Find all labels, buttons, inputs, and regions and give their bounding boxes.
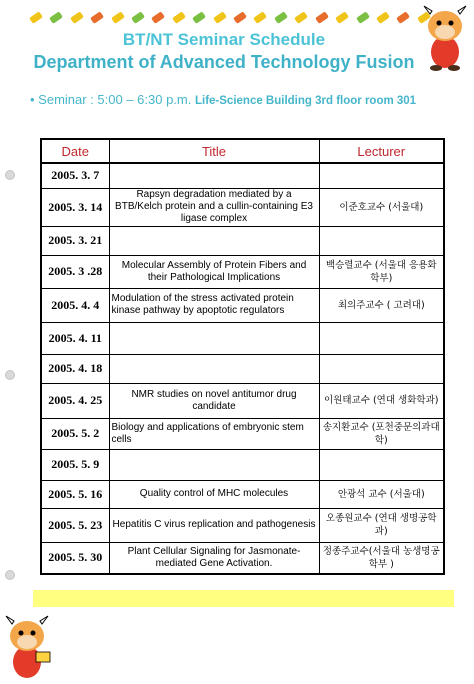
row-title: Molecular Assembly of Protein Fibers and their Pathological Implications [109, 255, 319, 288]
punch-hole [5, 570, 15, 580]
row-lecturer [319, 163, 444, 188]
table-row [41, 163, 444, 188]
row-lecturer [319, 354, 444, 383]
table-row [41, 354, 444, 383]
row-title [109, 354, 319, 383]
table-row [41, 288, 444, 322]
pencil-icon [213, 11, 227, 24]
row-title [109, 226, 319, 255]
table-row [41, 508, 444, 542]
row-date: 2005. 4. 25 [41, 383, 109, 418]
row-date: 2005. 3 .28 [41, 255, 109, 288]
table-row [41, 480, 444, 508]
row-date: 2005. 4. 18 [41, 354, 109, 383]
pencil-icon [70, 11, 84, 24]
pencil-icon [50, 11, 64, 24]
pencil-icon [233, 11, 247, 24]
pencil-icon [274, 11, 288, 24]
table-row [41, 383, 444, 418]
row-title [109, 322, 319, 354]
row-date: 2005. 3. 14 [41, 188, 109, 226]
row-title: Rapsyn degradation mediated by a BTB/Kelch protein and a cullin-containing E3 ligase complex [109, 188, 319, 226]
table-row [41, 255, 444, 288]
pencil-icon [90, 11, 104, 24]
seminar-location: Life-Science Building 3rd floor room 301 [194, 95, 417, 107]
pencil-icon [294, 11, 308, 24]
column-header-lecturer: Lecturer [319, 139, 444, 163]
pencil-icon [111, 11, 125, 24]
row-date: 2005. 3. 21 [41, 226, 109, 255]
schedule-title: BT/NT Seminar Schedule [122, 30, 326, 49]
row-date: 2005. 4. 11 [41, 322, 109, 354]
department-title: Department of Advanced Technology Fusion [33, 52, 415, 72]
cow-mascot-icon [0, 612, 54, 682]
pencil-icon [396, 11, 410, 24]
table-header-row [41, 139, 444, 163]
column-header-date: Date [41, 139, 109, 163]
table-row [41, 418, 444, 449]
table-row [41, 542, 444, 574]
row-lecturer: 이준호교수 (서울대) [319, 188, 444, 226]
row-date: 2005. 5. 23 [41, 508, 109, 542]
table-row [41, 322, 444, 354]
row-title [109, 163, 319, 188]
pencil-icon [131, 11, 145, 24]
table-row [41, 188, 444, 226]
schedule-table [40, 138, 445, 575]
punch-hole [5, 170, 15, 180]
row-title: NMR studies on novel antitumor drug candidate [109, 383, 319, 418]
row-lecturer: 정종주교수(서울대 농생명공학부 ) [319, 542, 444, 574]
seminar-info [30, 92, 470, 107]
row-title: Quality control of MHC molecules [109, 480, 319, 508]
highlight-bar [33, 590, 454, 607]
row-date: 2005. 3. 7 [41, 163, 109, 188]
pencil-icon [315, 11, 329, 24]
row-lecturer: 이원태교수 (연대 생화학과) [319, 383, 444, 418]
pencil-icon [29, 11, 43, 24]
row-lecturer [319, 449, 444, 480]
row-lecturer [319, 226, 444, 255]
row-date: 2005. 5. 2 [41, 418, 109, 449]
table-row [41, 226, 444, 255]
pencil-icon [192, 11, 206, 24]
row-title: Modulation of the stress activated protein kinase pathway by apoptotic regulators [109, 288, 319, 322]
pencil-icon [254, 11, 268, 24]
pencil-icon [356, 11, 370, 24]
row-lecturer: 최의주교수 ( 고려대) [319, 288, 444, 322]
seminar-time: • Seminar : 5:00 – 6:30 p.m. [30, 92, 195, 107]
row-lecturer [319, 322, 444, 354]
table-row [41, 449, 444, 480]
pencil-icon [152, 11, 166, 24]
row-lecturer: 백승렬교수 (서울대 응용화학부) [319, 255, 444, 288]
column-header-title: Title [109, 139, 319, 163]
row-date: 2005. 4. 4 [41, 288, 109, 322]
row-date: 2005. 5. 16 [41, 480, 109, 508]
pencil-icon [376, 11, 390, 24]
row-title [109, 449, 319, 480]
pencil-icon [172, 11, 186, 24]
row-date: 2005. 5. 30 [41, 542, 109, 574]
row-title: Hepatitis C virus replication and pathogenesis [109, 508, 319, 542]
pencil-icon [335, 11, 349, 24]
row-lecturer: 오종원교수 (연대 생명공학과) [319, 508, 444, 542]
row-title: Plant Cellular Signaling for Jasmonate-mediated Gene Activation. [109, 542, 319, 574]
row-date: 2005. 5. 9 [41, 449, 109, 480]
row-lecturer: 안광석 교수 (서울대) [319, 480, 444, 508]
decorative-pencil-strip [30, 8, 430, 26]
row-title: Biology and applications of embryonic stem cells [109, 418, 319, 449]
punch-hole [5, 370, 15, 380]
row-lecturer: 송지환교수 (포천중문의과대학) [319, 418, 444, 449]
